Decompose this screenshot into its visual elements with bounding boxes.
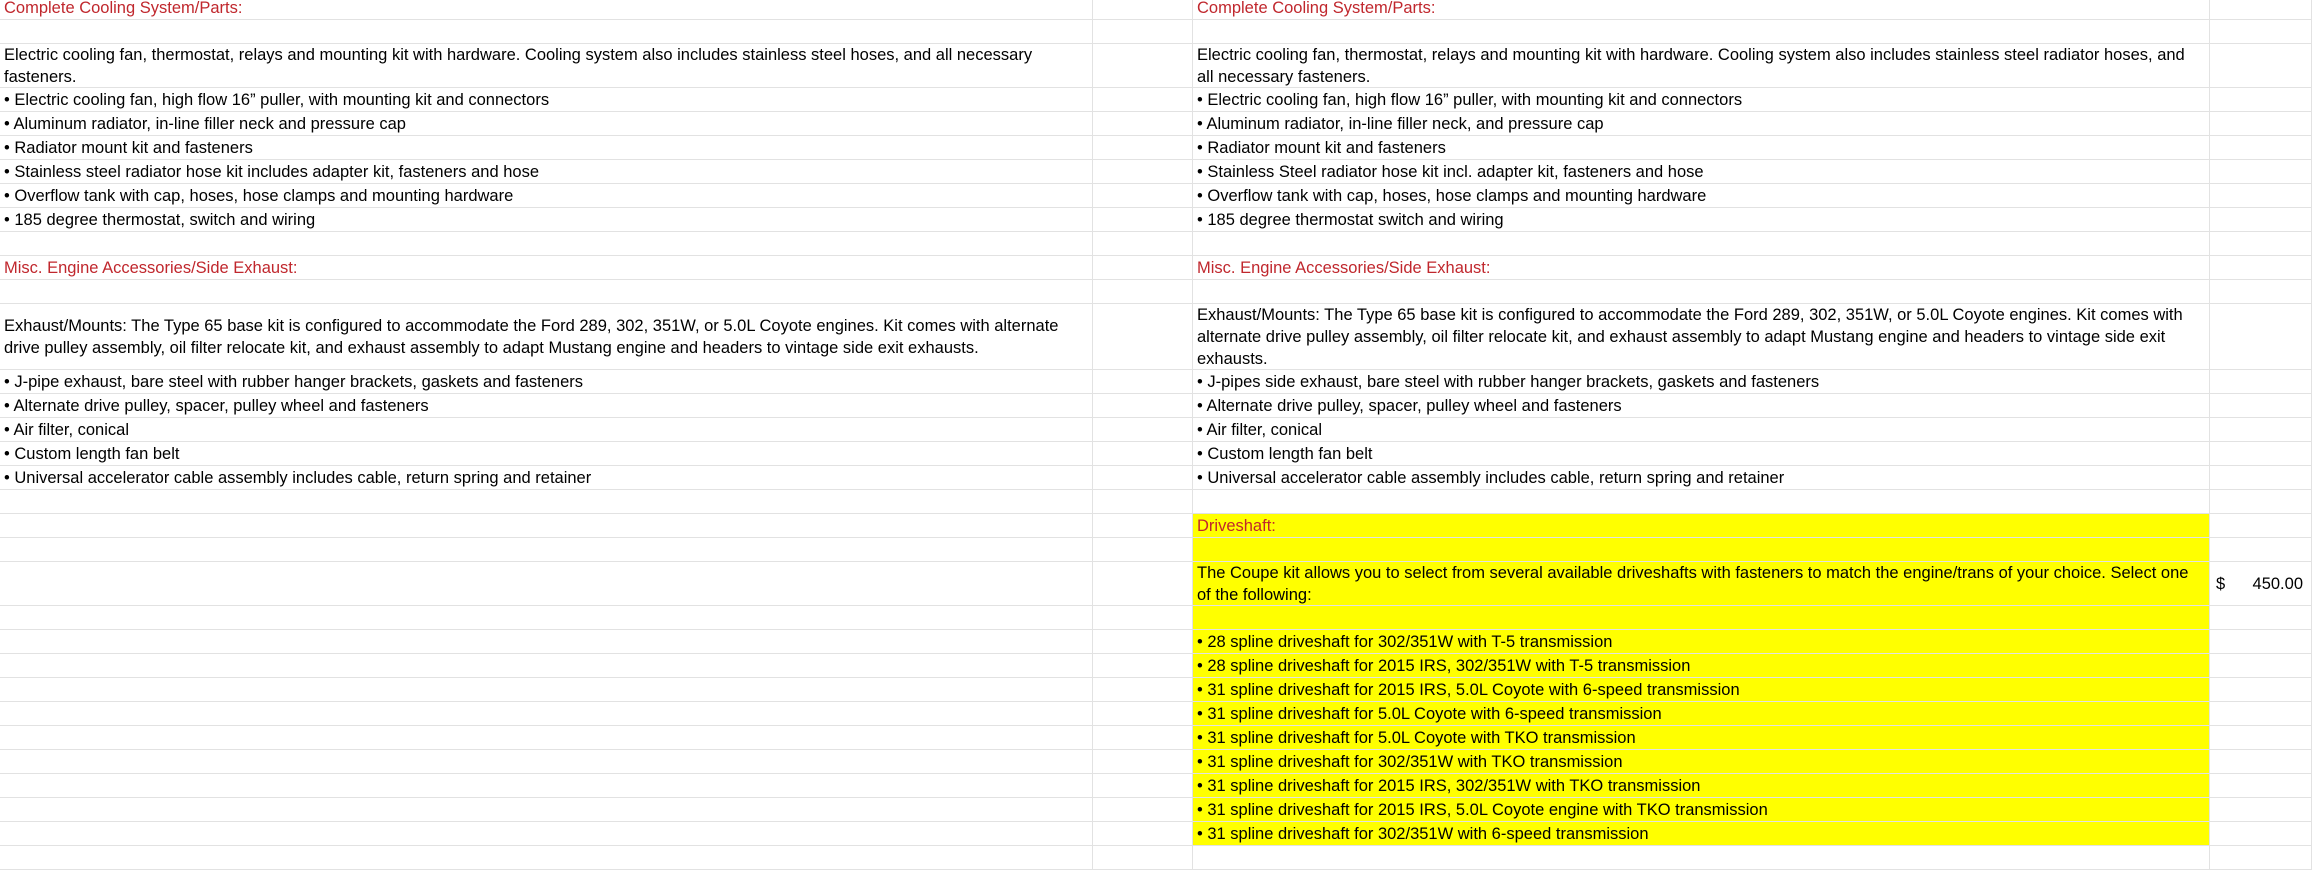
- cell-col-a[interactable]: [0, 136, 1093, 159]
- sheet-row: [0, 442, 2312, 466]
- sheet-row: [0, 702, 2312, 726]
- cell-col-b[interactable]: [1093, 750, 1193, 773]
- cell-text: • 31 spline driveshaft for 5.0L Coyote with 6-speed transmission: [1197, 704, 1662, 723]
- cell-col-d[interactable]: [2210, 538, 2312, 561]
- cell-text: • J-pipes side exhaust, bare steel with rubber hanger brackets, gaskets and fasteners: [1197, 372, 1820, 391]
- cell-col-d[interactable]: [2210, 630, 2312, 653]
- cell-col-b[interactable]: [1093, 442, 1193, 465]
- cell-col-d[interactable]: [2210, 490, 2312, 513]
- cell-col-d[interactable]: [2210, 466, 2312, 489]
- cell-col-a[interactable]: [0, 160, 1093, 183]
- cell-text: • 31 spline driveshaft for 302/351W with 6-speed transmission: [1197, 824, 1649, 843]
- sheet-row: [0, 538, 2312, 562]
- cell-col-b[interactable]: [1093, 160, 1193, 183]
- cell-col-c[interactable]: [1193, 370, 2210, 393]
- cell-text: • Alternate drive pulley, spacer, pulley wheel and fasteners: [4, 396, 429, 415]
- cell-text: • Electric cooling fan, high flow 16” puller, with mounting kit and connectors: [4, 90, 550, 109]
- cell-col-c[interactable]: [1193, 702, 2210, 725]
- cell-col-c[interactable]: [1193, 304, 2210, 369]
- cell-col-a[interactable]: [0, 20, 1093, 43]
- cell-col-c[interactable]: [1193, 442, 2210, 465]
- sheet-row: [0, 514, 2312, 538]
- cell-text: • Custom length fan belt: [1197, 444, 1373, 463]
- cell-col-d[interactable]: [2210, 208, 2312, 231]
- cell-text: • Alternate drive pulley, spacer, pulley wheel and fasteners: [1197, 396, 1622, 415]
- cell-col-b[interactable]: [1093, 678, 1193, 701]
- cell-col-b[interactable]: [1093, 184, 1193, 207]
- cell-text: • 31 spline driveshaft for 5.0L Coyote with TKO transmission: [1197, 728, 1636, 747]
- cell-text: • Aluminum radiator, in-line filler neck, and pressure cap: [1197, 114, 1604, 133]
- cell-col-c[interactable]: [1193, 280, 2210, 303]
- cell-col-d[interactable]: [2210, 606, 2312, 629]
- cell-col-a[interactable]: [0, 232, 1093, 255]
- sheet-row: [0, 88, 2312, 112]
- cell-col-a[interactable]: [0, 490, 1093, 513]
- cell-col-b[interactable]: [1093, 798, 1193, 821]
- cell-col-a[interactable]: [0, 562, 1093, 605]
- cell-col-c[interactable]: [1193, 88, 2210, 111]
- cell-col-c[interactable]: [1193, 112, 2210, 135]
- cell-col-b[interactable]: [1093, 304, 1193, 369]
- sheet-row: [0, 654, 2312, 678]
- cell-col-d[interactable]: [2210, 112, 2312, 135]
- sheet-row: [0, 136, 2312, 160]
- cell-col-b[interactable]: [1093, 466, 1193, 489]
- cell-col-d[interactable]: [2210, 88, 2312, 111]
- cell-text: • Custom length fan belt: [4, 444, 180, 463]
- cell-col-d[interactable]: [2210, 232, 2312, 255]
- cell-col-c[interactable]: [1193, 774, 2210, 797]
- sheet-row: [0, 256, 2312, 280]
- sheet-row: [0, 370, 2312, 394]
- cell-col-b[interactable]: [1093, 538, 1193, 561]
- cell-text: • Air filter, conical: [4, 420, 129, 439]
- cell-col-a[interactable]: [0, 88, 1093, 111]
- cell-col-a[interactable]: [0, 538, 1093, 561]
- cell-col-a[interactable]: [0, 630, 1093, 653]
- cell-col-b[interactable]: [1093, 654, 1193, 677]
- cell-col-a[interactable]: [0, 514, 1093, 537]
- sheet-row: [0, 160, 2312, 184]
- sheet-row: [0, 822, 2312, 846]
- cell-col-d[interactable]: [2210, 514, 2312, 537]
- cell-text: • Universal accelerator cable assembly includes cable, return spring and retainer: [1197, 468, 1785, 487]
- cell-col-d[interactable]: [2210, 44, 2312, 87]
- cell-col-c[interactable]: [1193, 562, 2210, 605]
- cell-col-d[interactable]: [2210, 136, 2312, 159]
- cell-text: Misc. Engine Accessories/Side Exhaust:: [4, 258, 298, 277]
- cell-col-c[interactable]: [1193, 136, 2210, 159]
- cell-col-d[interactable]: [2210, 726, 2312, 749]
- sheet-row: [0, 208, 2312, 232]
- cell-col-c[interactable]: [1193, 678, 2210, 701]
- cell-col-b[interactable]: [1093, 394, 1193, 417]
- sheet-row: [0, 280, 2312, 304]
- cell-text: • 31 spline driveshaft for 2015 IRS, 5.0L Coyote with 6-speed transmission: [1197, 680, 1740, 699]
- sheet-row: [0, 726, 2312, 750]
- cell-col-b[interactable]: [1093, 774, 1193, 797]
- cell-col-c[interactable]: [1193, 20, 2210, 43]
- cell-col-a[interactable]: [0, 304, 1093, 369]
- cell-col-b[interactable]: [1093, 702, 1193, 725]
- cell-col-a[interactable]: [0, 678, 1093, 701]
- sheet-row: [0, 630, 2312, 654]
- cell-col-b[interactable]: [1093, 112, 1193, 135]
- cell-col-a[interactable]: [0, 442, 1093, 465]
- cell-col-b[interactable]: [1093, 256, 1193, 279]
- cell-col-d[interactable]: [2210, 418, 2312, 441]
- cell-text: Exhaust/Mounts: The Type 65 base kit is configured to accommodate the Ford 289, 302, 351W, or 5.0L Coyote engines. Kit comes with alternate drive pulley assembly, oil filter relocate kit, and exhaust assembly to adapt Mustang engine and headers to vintage side exit exhausts.: [1197, 305, 2183, 368]
- cell-col-d[interactable]: [2210, 798, 2312, 821]
- sheet-row: [0, 112, 2312, 136]
- cell-col-d[interactable]: [2210, 184, 2312, 207]
- cell-text: Complete Cooling System/Parts:: [1197, 0, 1436, 17]
- cell-text: • Stainless Steel radiator hose kit incl. adapter kit, fasteners and hose: [1197, 162, 1704, 181]
- cell-col-a[interactable]: [0, 726, 1093, 749]
- cell-col-c[interactable]: [1193, 160, 2210, 183]
- sheet-row: [0, 304, 2312, 370]
- cell-col-d[interactable]: [2210, 562, 2312, 605]
- cell-col-c[interactable]: [1193, 232, 2210, 255]
- cell-col-a[interactable]: [0, 702, 1093, 725]
- cell-col-a[interactable]: [0, 44, 1093, 87]
- cell-col-a[interactable]: [0, 466, 1093, 489]
- cell-col-b[interactable]: [1093, 136, 1193, 159]
- cell-col-a[interactable]: [0, 394, 1093, 417]
- cell-col-a[interactable]: [0, 846, 1093, 869]
- cell-col-d[interactable]: [2210, 774, 2312, 797]
- sheet-row: [0, 418, 2312, 442]
- cell-col-b[interactable]: [1093, 280, 1193, 303]
- cell-col-d[interactable]: [2210, 654, 2312, 677]
- cell-col-c[interactable]: [1193, 256, 2210, 279]
- cell-col-d[interactable]: [2210, 702, 2312, 725]
- cell-col-c[interactable]: [1193, 798, 2210, 821]
- price-value: [2214, 573, 2307, 595]
- cell-text: Complete Cooling System/Parts:: [4, 0, 243, 17]
- cell-col-b[interactable]: [1093, 490, 1193, 513]
- sheet-row: [0, 562, 2312, 606]
- cell-col-a[interactable]: [0, 798, 1093, 821]
- cell-col-a[interactable]: [0, 822, 1093, 845]
- cell-col-b[interactable]: [1093, 44, 1193, 87]
- cell-col-b[interactable]: [1093, 822, 1193, 845]
- sheet-row: [0, 20, 2312, 44]
- price-amount: 450.00: [2252, 574, 2303, 593]
- cell-col-b[interactable]: [1093, 606, 1193, 629]
- cell-text: • Radiator mount kit and fasteners: [4, 138, 253, 157]
- cell-col-a[interactable]: [0, 256, 1093, 279]
- cell-col-a[interactable]: [0, 370, 1093, 393]
- sheet-row: [0, 750, 2312, 774]
- sheet-row: [0, 798, 2312, 822]
- cell-col-c[interactable]: [1193, 208, 2210, 231]
- cell-col-a[interactable]: [0, 0, 1093, 19]
- cell-col-c[interactable]: [1193, 0, 2210, 19]
- cell-text: • 185 degree thermostat, switch and wiring: [4, 210, 316, 229]
- sheet-row: [0, 44, 2312, 88]
- sheet-row: [0, 232, 2312, 256]
- cell-col-a[interactable]: [0, 280, 1093, 303]
- cell-text: • 31 spline driveshaft for 302/351W with TKO transmission: [1197, 752, 1623, 771]
- cell-text: • Universal accelerator cable assembly includes cable, return spring and retainer: [4, 468, 592, 487]
- cell-col-d[interactable]: [2210, 304, 2312, 369]
- cell-col-c[interactable]: [1193, 538, 2210, 561]
- currency-symbol: $: [2216, 574, 2226, 593]
- cell-col-b[interactable]: [1093, 88, 1193, 111]
- cell-col-a[interactable]: [0, 654, 1093, 677]
- sheet-row: [0, 394, 2312, 418]
- cell-col-c[interactable]: [1193, 606, 2210, 629]
- cell-col-d[interactable]: [2210, 256, 2312, 279]
- cell-col-c[interactable]: [1193, 514, 2210, 537]
- cell-col-b[interactable]: [1093, 208, 1193, 231]
- cell-col-a[interactable]: [0, 750, 1093, 773]
- cell-col-d[interactable]: [2210, 370, 2312, 393]
- cell-col-c[interactable]: [1193, 630, 2210, 653]
- cell-text: Misc. Engine Accessories/Side Exhaust:: [1197, 258, 1491, 277]
- sheet-row: [0, 490, 2312, 514]
- cell-text: • Radiator mount kit and fasteners: [1197, 138, 1446, 157]
- cell-text: • J-pipe exhaust, bare steel with rubber hanger brackets, gaskets and fasteners: [4, 372, 584, 391]
- cell-col-d[interactable]: [2210, 160, 2312, 183]
- cell-text: The Coupe kit allows you to select from several available driveshafts with fasteners to match the engine/trans of your choice. Select one of the following:: [1197, 563, 2189, 604]
- cell-text: Exhaust/Mounts: The Type 65 base kit is configured to accommodate the Ford 289, 302, 351W, or 5.0L Coyote engines. Kit comes with alternate drive pulley assembly, oil filter relocate kit, and exhaust assembly to adapt Mustang engine and headers to vintage side exit exhausts.: [4, 316, 1059, 357]
- cell-col-b[interactable]: [1093, 370, 1193, 393]
- cell-col-a[interactable]: [0, 774, 1093, 797]
- cell-col-b[interactable]: [1093, 232, 1193, 255]
- cell-col-d[interactable]: [2210, 678, 2312, 701]
- cell-col-c[interactable]: [1193, 466, 2210, 489]
- cell-col-a[interactable]: [0, 184, 1093, 207]
- sheet-row: [0, 0, 2312, 20]
- sheet-row: [0, 184, 2312, 208]
- sheet-row: [0, 606, 2312, 630]
- cell-col-c[interactable]: [1193, 750, 2210, 773]
- cell-col-b[interactable]: [1093, 846, 1193, 869]
- cell-col-b[interactable]: [1093, 418, 1193, 441]
- cell-col-d[interactable]: [2210, 750, 2312, 773]
- cell-text: • 28 spline driveshaft for 302/351W with T-5 transmission: [1197, 632, 1613, 651]
- cell-text: • 31 spline driveshaft for 2015 IRS, 5.0L Coyote engine with TKO transmission: [1197, 800, 1768, 819]
- cell-col-c[interactable]: [1193, 726, 2210, 749]
- cell-col-d[interactable]: [2210, 442, 2312, 465]
- cell-col-a[interactable]: [0, 418, 1093, 441]
- cell-col-b[interactable]: [1093, 562, 1193, 605]
- cell-col-c[interactable]: [1193, 846, 2210, 869]
- cell-col-d[interactable]: [2210, 0, 2312, 19]
- cell-col-b[interactable]: [1093, 630, 1193, 653]
- sheet-row: [0, 678, 2312, 702]
- cell-col-c[interactable]: [1193, 394, 2210, 417]
- cell-text: • Electric cooling fan, high flow 16” puller, with mounting kit and connectors: [1197, 90, 1743, 109]
- cell-text: Driveshaft:: [1197, 516, 1276, 535]
- cell-col-d[interactable]: [2210, 20, 2312, 43]
- sheet-row: [0, 466, 2312, 490]
- cell-text: • Overflow tank with cap, hoses, hose clamps and mounting hardware: [4, 186, 514, 205]
- cell-text: • Air filter, conical: [1197, 420, 1322, 439]
- cell-col-d[interactable]: [2210, 822, 2312, 845]
- cell-text: • Stainless steel radiator hose kit includes adapter kit, fasteners and hose: [4, 162, 539, 181]
- cell-col-a[interactable]: [0, 208, 1093, 231]
- cell-col-c[interactable]: [1193, 822, 2210, 845]
- cell-col-b[interactable]: [1093, 20, 1193, 43]
- cell-text: • 185 degree thermostat switch and wiring: [1197, 210, 1504, 229]
- cell-col-c[interactable]: [1193, 184, 2210, 207]
- cell-text: • 31 spline driveshaft for 2015 IRS, 302/351W with TKO transmission: [1197, 776, 1701, 795]
- cell-col-b[interactable]: [1093, 726, 1193, 749]
- cell-text: • Aluminum radiator, in-line filler neck and pressure cap: [4, 114, 406, 133]
- cell-col-a[interactable]: [0, 112, 1093, 135]
- cell-col-d[interactable]: [2210, 846, 2312, 869]
- cell-col-b[interactable]: [1093, 514, 1193, 537]
- cell-text: Electric cooling fan, thermostat, relays and mounting kit with hardware. Cooling system also includes stainless steel hoses, and all necessary fasteners.: [4, 45, 1033, 86]
- cell-col-d[interactable]: [2210, 394, 2312, 417]
- cell-col-c[interactable]: [1193, 418, 2210, 441]
- cell-col-b[interactable]: [1093, 0, 1193, 19]
- cell-col-a[interactable]: [0, 606, 1093, 629]
- sheet-row: [0, 846, 2312, 870]
- sheet-row: [0, 774, 2312, 798]
- cell-text: Electric cooling fan, thermostat, relays and mounting kit with hardware. Cooling system also includes stainless steel radiator hoses, and all necessary fasteners.: [1197, 45, 2185, 86]
- cell-text: • 28 spline driveshaft for 2015 IRS, 302/351W with T-5 transmission: [1197, 656, 1691, 675]
- cell-col-c[interactable]: [1193, 490, 2210, 513]
- cell-col-c[interactable]: [1193, 44, 2210, 87]
- cell-col-d[interactable]: [2210, 280, 2312, 303]
- cell-col-c[interactable]: [1193, 654, 2210, 677]
- cell-text: • Overflow tank with cap, hoses, hose clamps and mounting hardware: [1197, 186, 1707, 205]
